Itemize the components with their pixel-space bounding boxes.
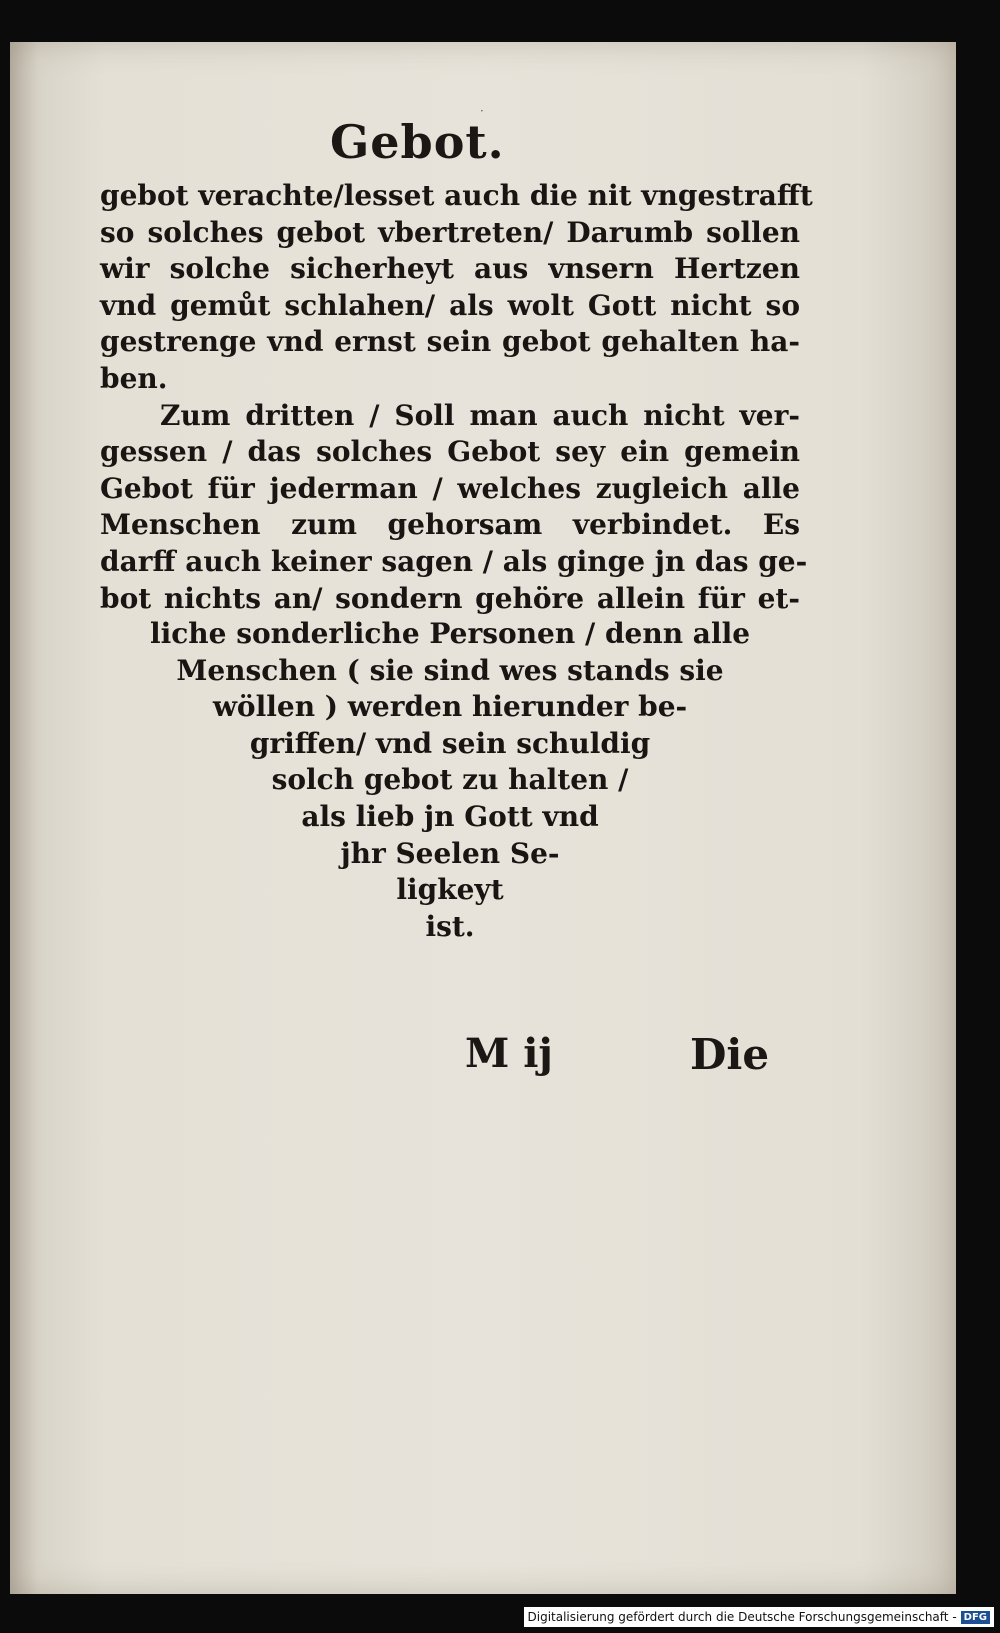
- text-line: darff auch keiner sagen / als ginge jn das ge-: [100, 544, 808, 578]
- digitization-footer: [524, 1607, 995, 1627]
- tapered-paragraph-end: [100, 616, 800, 945]
- text-line: Gebot für jederman / welches zugleich alle: [100, 471, 800, 505]
- text-line: bot nichts an/ sondern gehöre allein für et-: [100, 581, 800, 615]
- text-line: gebot verachte/lesset auch die nit vngestrafft: [100, 179, 813, 212]
- text-line: ligkeyt: [396, 873, 504, 907]
- text-line: ben.: [100, 361, 168, 395]
- text-line: liche sonderliche Personen / denn alle: [149, 617, 751, 650]
- text-line: solch gebot zu halten /: [271, 763, 629, 797]
- text-line: als lieb jn Gott vnd: [301, 799, 599, 833]
- text-line: so solches gebot vbertreten/ Darumb sollen: [100, 215, 800, 249]
- text-line: Zum dritten / Soll man auch nicht ver-: [160, 398, 800, 432]
- paragraph-1: [100, 178, 813, 617]
- running-head: Gebot.: [330, 115, 505, 169]
- text-line: ist.: [425, 909, 475, 943]
- text-line: griffen/ vnd sein schuldig: [249, 726, 651, 760]
- footer-text: Digitalisierung gefördert durch die Deutsche Forschungsgemeinschaft -: [527, 1610, 957, 1624]
- page-mark: ·: [480, 104, 484, 118]
- text-line: Menschen ( sie sind wes stands sie: [176, 653, 724, 687]
- text-line: gestrenge vnd ernst sein gebot gehalten ha-: [100, 325, 800, 359]
- text-line: jhr Seelen Se-: [340, 836, 560, 870]
- dfg-logo: DFG: [961, 1611, 990, 1624]
- text-line: vnd gemůt schlahen/ als wolt Gott nicht so: [100, 288, 800, 322]
- text-line: gessen / das solches Gebot sey ein gemein: [100, 435, 800, 469]
- catchword: Die: [690, 1030, 770, 1079]
- text-line: wir solche sicherheyt aus vnsern Hertzen: [100, 252, 800, 286]
- signature-mark: M ij: [465, 1030, 553, 1077]
- text-line: Menschen zum gehorsam verbindet. Es: [100, 508, 800, 542]
- text-line: wöllen ) werden hierunder be-: [212, 690, 688, 724]
